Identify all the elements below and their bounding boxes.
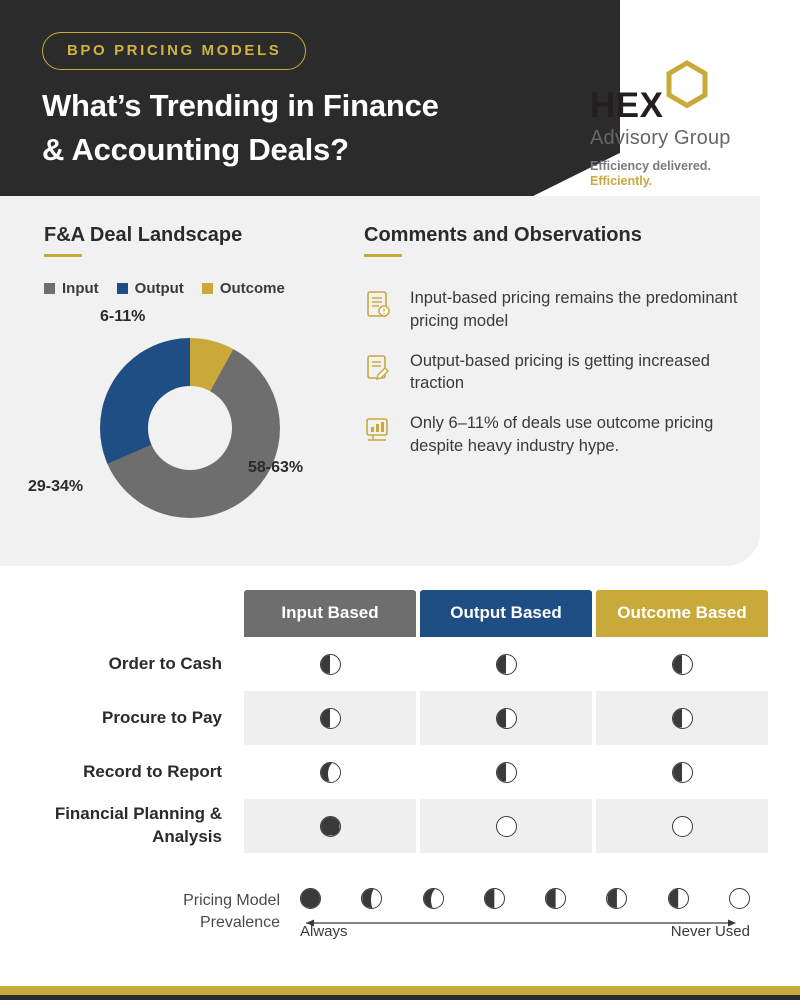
scale-label-line-2: Prevalence [199,913,280,931]
observation-item [364,412,754,458]
page-title [42,84,439,172]
donut-label-output: 29-34% [28,478,84,495]
row-label: Order to Cash [108,653,222,673]
logo-name: HEX [590,86,664,125]
observation-item [364,287,754,333]
deal-landscape-title: F&A Deal Landscape [44,224,243,246]
prevalence-glyph [672,762,693,783]
prevalence-glyph [320,762,341,783]
observation-text: Output-based pricing is getting increased traction [410,351,710,393]
matrix-cell [420,637,592,691]
deal-landscape-section [28,224,364,495]
matrix-cell [244,799,416,853]
donut-label-outcome: 6-11% [100,308,146,325]
logo-tagline-accent: Efficiently. [590,174,653,188]
matrix-cell [420,799,592,853]
chart-report-icon [364,412,394,450]
prevalence-glyph [320,816,341,837]
scale-glyph [545,888,566,909]
observations-section [364,224,754,475]
document-edit-icon [364,350,394,388]
matrix-cell [596,745,768,799]
scale-glyph [361,888,382,909]
chart-legend [44,280,364,297]
prevalence-glyph [496,654,517,675]
table-row [8,799,768,853]
scale-start-label: Always [300,923,348,940]
donut-label-input: 58-63% [248,459,304,476]
table-row [8,637,768,691]
legend-swatch-input [44,283,55,294]
column-header-input-based: Input Based [244,590,416,637]
logo [590,66,790,188]
matrix-cell [420,691,592,745]
observations-title: Comments and Observations [364,224,642,246]
scale-label [150,890,280,933]
scale-glyph [606,888,627,909]
scale-end-label: Never Used [670,923,750,940]
row-label: Procure to Pay [102,707,222,727]
scale-glyph [668,888,689,909]
legend-label-outcome: Outcome [219,280,285,297]
donut-chart [28,308,374,566]
table-row [8,745,768,799]
row-label: Financial Planning & Analysis [54,804,222,846]
matrix-cell [244,745,416,799]
column-header-outcome-based: Outcome Based [596,590,768,637]
legend-item-input [44,280,99,297]
legend-item-output [117,280,184,297]
prevalence-glyph [672,708,693,729]
scale-glyph [423,888,444,909]
prevalence-glyph [672,816,693,837]
prevalence-glyph [496,816,517,837]
prevalence-glyph [320,708,341,729]
footer-dark-bar [0,995,800,1000]
scale-label-line-1: Pricing Model [183,892,280,909]
scale-glyph-row [300,888,750,909]
logo-tagline-primary: Efficiency delivered. [590,159,711,173]
prevalence-glyph [672,654,693,675]
pricing-matrix [0,590,800,853]
observations-underline [364,254,402,257]
legend-item-outcome [202,280,285,297]
observation-item [364,350,754,396]
legend-swatch-outcome [202,283,213,294]
table-header-row [8,590,768,637]
headline-line-2: & Accounting Deals? [42,132,349,168]
scale-glyph [300,888,321,909]
prevalence-glyph [320,654,341,675]
observations-list [364,287,754,458]
donut-hole [100,338,280,518]
row-label: Record to Report [83,761,222,781]
hexagon-icon [665,60,709,110]
observation-text: Input-based pricing remains the predominant pricing model [410,289,738,330]
scale-glyph [729,888,750,909]
legend-label-output: Output [134,280,184,297]
header [0,0,800,196]
scale-endpoints [300,923,750,940]
scale-glyph [484,888,505,909]
column-header-output-based: Output Based [420,590,592,637]
matrix-cell [420,745,592,799]
table-row [8,691,768,745]
table-corner-cell [8,590,240,637]
matrix-cell [596,691,768,745]
matrix-cell [244,637,416,691]
document-checklist-icon [364,287,394,325]
headline-line-1: What’s Trending in Finance [42,88,439,123]
eyebrow-badge: BPO PRICING MODELS [42,32,306,70]
prevalence-glyph [496,708,517,729]
matrix-cell [596,799,768,853]
matrix-cell [244,691,416,745]
title-underline [44,254,82,257]
legend-label-input: Input [62,280,99,297]
matrix-cell [596,637,768,691]
pricing-matrix-table [4,590,772,853]
prevalence-glyph [496,762,517,783]
legend-swatch-output [117,283,128,294]
insights-panel [0,196,760,566]
observation-text: Only 6–11% of deals use outcome pricing despite heavy industry hype. [410,414,714,455]
logo-subtitle: Advisory Group [590,127,731,149]
